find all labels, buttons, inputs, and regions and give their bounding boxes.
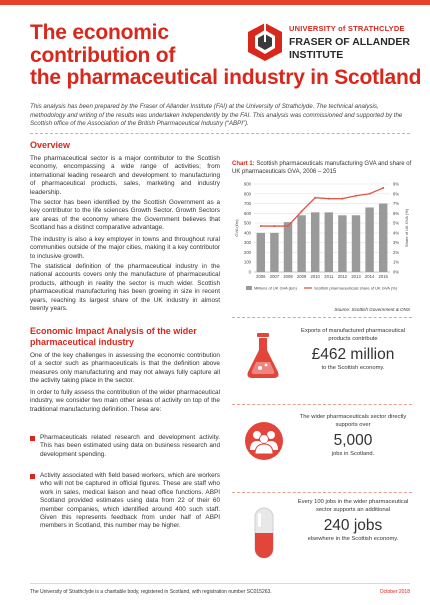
people-icon: [244, 420, 284, 462]
chart-bar: [284, 222, 292, 272]
institute-name-line-2: INSTITUTE: [289, 49, 344, 61]
chart-share-point: [369, 193, 371, 195]
chart-y-axis-label-left: GVA (£m): [234, 219, 239, 237]
institute-logo: [244, 20, 424, 72]
chart-share-point: [382, 187, 384, 189]
multiplier-pre: Every 100 jobs in the wider pharmaceutical sector supports an additional: [297, 499, 409, 513]
bullet-marker: [30, 474, 35, 479]
jobs-text: [294, 414, 412, 459]
chart-x-tick: 2015: [378, 274, 388, 279]
overview-paragraph-3: The industry is also a key employer in towns and throughout rural communities outside of the major cities, making it a key contributor to inclusive growth.: [30, 236, 220, 260]
chart-x-tick: 2014: [364, 274, 375, 279]
bullet-marker: [30, 436, 35, 441]
info-divider: [232, 317, 412, 318]
exports-figure: £462 million: [311, 346, 395, 364]
footer-date: October 2018: [379, 589, 410, 595]
exports-post: to the Scottish economy.: [321, 365, 385, 372]
chart-share-point: [355, 195, 357, 197]
chart-bar: [325, 212, 333, 272]
jobs-figure: 5,000: [333, 432, 373, 450]
chart-share-point: [287, 225, 289, 227]
chart-y-axis-label-right: Share of UK GVA (%): [404, 208, 409, 248]
chart-x-tick: 2010: [310, 274, 320, 279]
chart-share-point: [273, 225, 275, 227]
overview-heading: Overview: [30, 140, 71, 150]
chart-bar: [352, 215, 360, 272]
chart-y-tick-right: 4%: [393, 230, 400, 236]
exports-pre: Exports of manufactured pharmaceutical products contribute: [300, 328, 406, 342]
chart-x-tick: 2011: [324, 274, 334, 279]
chart-y-tick-right: 2%: [393, 249, 400, 255]
chart-title-text: Scottish pharmaceuticals manufacturing GVA and share of UK pharmaceuticals GVA, 2006 – 2015: [232, 161, 412, 175]
footer-text: The University of Strathclyde is a charitable body, registered in Scotland, with registration number SC015263.: [30, 589, 272, 595]
chart-share-point: [301, 210, 303, 212]
university-name: UNIVERSITY of STRATHCLYDE: [289, 24, 405, 33]
chart-y-tick-left: 800: [244, 191, 251, 197]
chart-y-tick-right: 5%: [393, 220, 400, 226]
impact-paragraph-2: In order to fully assess the contribution of the wider pharmaceutical industry, we consider two main other areas of activity on top of the traditional manufacturing definition. These are:: [30, 389, 220, 413]
chart-y-tick-left: 600: [244, 210, 251, 216]
info-divider: [232, 492, 412, 493]
chart-y-tick-left: 400: [244, 230, 251, 236]
chart-title: [232, 161, 412, 177]
chart-y-tick-right: 8%: [393, 191, 400, 197]
section-divider: [30, 133, 410, 134]
chart-share-point: [328, 198, 330, 200]
title-line-3: the pharmaceutical industry in Scotland: [30, 66, 422, 89]
title-line-1: The economic: [30, 21, 169, 44]
chart-share-point: [341, 198, 343, 200]
bullet-item: Pharmaceuticals related research and development activity. This has been estimated using data on business research and development spending.: [40, 434, 220, 458]
chart-y-tick-right: 0%: [393, 269, 400, 275]
footer-divider: [30, 583, 410, 584]
impact-heading: [30, 326, 225, 348]
chart-x-tick: 2013: [351, 274, 361, 279]
exports-infographic: [232, 322, 412, 402]
chart-legend-swatch-bars: [246, 286, 252, 290]
chart-y-tick-right: 3%: [393, 240, 400, 246]
chart-y-tick-right: 7%: [393, 201, 400, 207]
jobs-post: jobs in Scotland.: [331, 451, 375, 458]
chart-y-tick-left: 0: [248, 269, 251, 275]
chart-y-tick-left: 300: [244, 240, 251, 246]
bullet-item: Activity associated with field based workers, which are workers who will not be captured in official figures. These are staff who work in sales, medical liaison and head office functions. ABPI Scotland provided estimates using data from 22 of their 60 member companies, which identified around 400 such staff. Given this represents feedback from under half of ABPI members in Scotland, this number may be higher.: [40, 472, 220, 530]
impact-heading-line-2: pharmaceutical industry: [30, 337, 135, 347]
chart-y-tick-left: 700: [244, 201, 251, 207]
gva-chart: [232, 178, 412, 306]
chart-y-tick-right: 6%: [393, 210, 400, 216]
chart-title-prefix: Chart 1:: [232, 161, 255, 167]
chart-source: Source: Scottish Government & ONS: [334, 307, 410, 312]
chart-x-tick: 2009: [296, 274, 307, 279]
jobs-infographic: [232, 410, 412, 490]
chart-bar: [365, 207, 373, 272]
capsule-icon: [254, 507, 274, 559]
strathclyde-hexagon-logo-icon: [246, 22, 284, 62]
chart-bar: [257, 233, 265, 272]
chart-y-tick-right: 1%: [393, 259, 400, 265]
exports-text: [294, 328, 412, 373]
chart-x-tick: 2007: [269, 274, 280, 279]
chart-x-tick: 2006: [256, 274, 266, 279]
chart-x-tick: 2012: [337, 274, 348, 279]
chart-bar: [270, 233, 278, 272]
chart-bar: [379, 204, 387, 272]
jobs-pre: The wider pharmaceuticals sector directly supports over: [299, 414, 407, 428]
chart-y-tick-left: 500: [244, 220, 251, 226]
impact-heading-line-1: Economic Impact Analysis of the wider: [30, 326, 197, 336]
chart-y-tick-right: 9%: [393, 181, 400, 187]
info-divider: [232, 404, 412, 405]
chart-share-point: [260, 225, 262, 227]
multiplier-text: [294, 499, 412, 544]
overview-paragraph-4: The statistical definition of the pharmaceutical industry in the national accounts covers only the manufacture of pharmaceutical products, although in reality the sector is much wider. Scottish pharmaceutical manufacturing has been growing in size in recent years, reaching its largest share of the UK industry in almost twenty years.: [30, 263, 220, 313]
overview-paragraph-1: The pharmaceutical sector is a major contributor to the Scottish economy, encompassing a wide range of activities; from international leading research and development to manufacturing of pharmaceutical products, sales, marketing and industry leadership.: [30, 155, 220, 196]
institute-name-line-1: FRASER OF ALLANDER: [289, 36, 410, 48]
chart-x-tick: 2008: [283, 274, 293, 279]
chart-y-tick-left: 200: [244, 249, 251, 255]
chart-bar: [297, 215, 305, 272]
multiplier-infographic: [232, 497, 412, 577]
chart-share-point: [314, 197, 316, 199]
overview-paragraph-2: The sector has been identified by the Scottish Government as a key contributor to the life sciences Growth Sector. Growth Sectors are areas of the economy where the Government believes that Scotland has a distinct comparative advantage.: [30, 199, 220, 232]
intro-text: This analysis has been prepared by the Fraser of Allander Institute (FAI) at the University of Strathclyde. The technical analysis, methodology and writing of the results was undertaken independently by the FAI. This analysis was commissioned and supported by the Scottish office of the Association of the British Pharmaceutical Industry (“ABPI”).: [30, 103, 403, 128]
chart-bar: [338, 215, 346, 272]
multiplier-post: elsewhere in the Scottish economy.: [307, 536, 399, 543]
title-line-2: contribution of: [30, 43, 176, 67]
chart-legend-label-bars: Millions of UK GVA (£m): [254, 285, 297, 291]
multiplier-figure: 240 jobs: [323, 517, 383, 535]
chart-legend-label-line: Scottish pharmaceuticals share of UK GVA (%): [314, 285, 398, 291]
chart-y-tick-left: 100: [244, 259, 251, 265]
flask-icon: [246, 332, 280, 380]
impact-paragraph-1: One of the key challenges in assessing the economic contribution of a sector such as pharmaceuticals is that the definition above measures only manufacturing and may not always fully capture all the activity taking place in the sector.: [30, 352, 220, 385]
chart-y-tick-left: 900: [244, 181, 251, 187]
chart-bar: [311, 212, 319, 272]
top-accent-bar: [0, 0, 430, 5]
